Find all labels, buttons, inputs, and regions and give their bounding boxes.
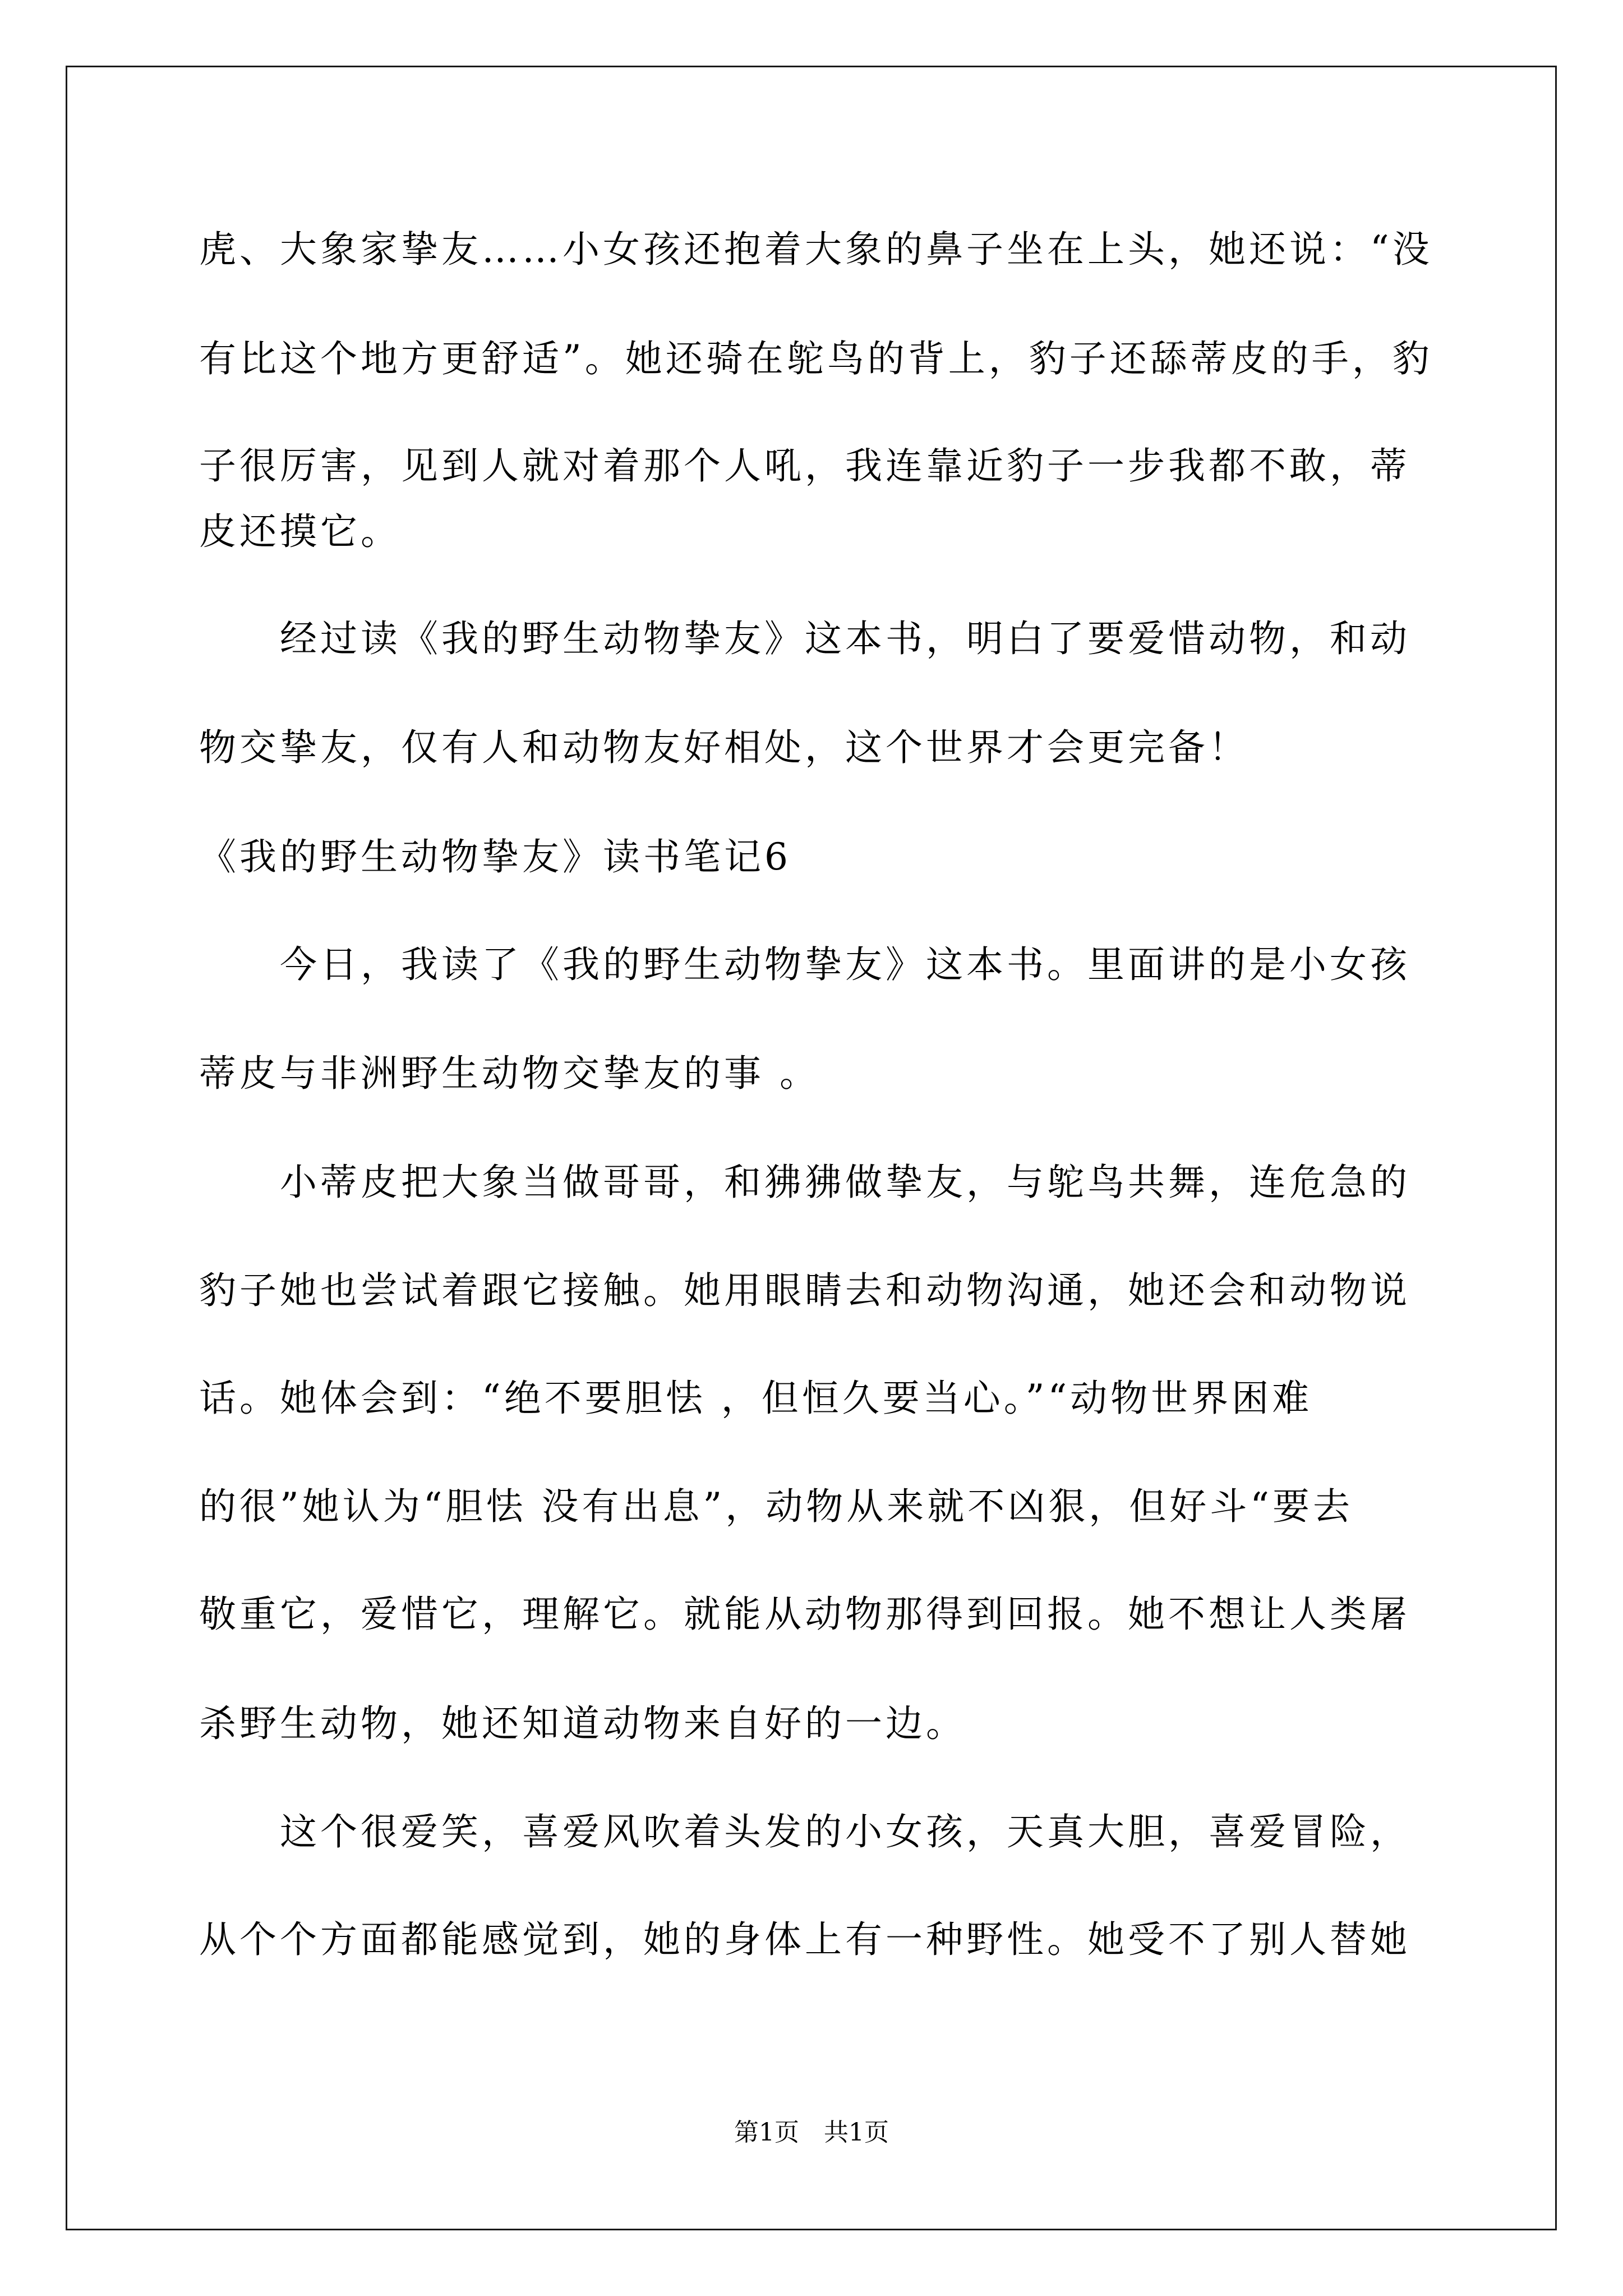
text-line: 这个很爱笑，喜爱风吹着头发的小女孩，天真大胆，喜爱冒险， bbox=[199, 1810, 1410, 1853]
text-line: 小蒂皮把大象当做哥哥，和狒狒做挚友，与鸵鸟共舞，连危急的 bbox=[199, 1161, 1410, 1204]
page-footer: 第1页 共1页 bbox=[734, 2118, 889, 2147]
text-line: 从个个方面都能感觉到，她的身体上有一种野性。她受不了别人替她 bbox=[199, 1918, 1410, 1961]
text-line: 杀野生动物，她还知道动物来自好的一边。 bbox=[199, 1702, 966, 1745]
text-line: 皮还摸它。 bbox=[199, 510, 401, 553]
text-line: 今日，我读了《我的野生动物挚友》这本书。里面讲的是小女孩 bbox=[199, 943, 1410, 986]
text-line: 话。她体会到：“绝不要胆怯 ，但恒久要当心。”“动物世界困难 bbox=[199, 1377, 1313, 1420]
text-line: 的很”她认为“胆怯 没有出息”，动物从来就不凶狠，但好斗“要去 bbox=[199, 1485, 1353, 1528]
text-line: 经过读《我的野生动物挚友》这本书，明白了要爱惜动物，和动 bbox=[199, 617, 1410, 660]
text-line: 蒂皮与非洲野生动物交挚友的事 。 bbox=[199, 1052, 820, 1095]
section-heading: 《我的野生动物挚友》读书笔记6 bbox=[199, 835, 791, 878]
text-line: 虎、大象家挚友……小女孩还抱着大象的鼻子坐在上头，她还说：“没 bbox=[199, 228, 1433, 271]
text-line: 敬重它，爱惜它，理解它。就能从动物那得到回报。她不想让人类屠 bbox=[199, 1593, 1410, 1636]
text-line: 有比这个地方更舒适”。她还骑在鸵鸟的背上，豹子还舔蒂皮的手，豹 bbox=[199, 337, 1433, 380]
page-border bbox=[66, 66, 1557, 2230]
text-line: 物交挚友，仅有人和动物友好相处，这个世界才会更完备！ bbox=[199, 726, 1249, 769]
text-line: 子很厉害，见到人就对着那个人吼，我连靠近豹子一步我都不敢，蒂 bbox=[199, 444, 1410, 487]
text-line: 豹子她也尝试着跟它接触。她用眼睛去和动物沟通，她还会和动物说 bbox=[199, 1269, 1410, 1312]
